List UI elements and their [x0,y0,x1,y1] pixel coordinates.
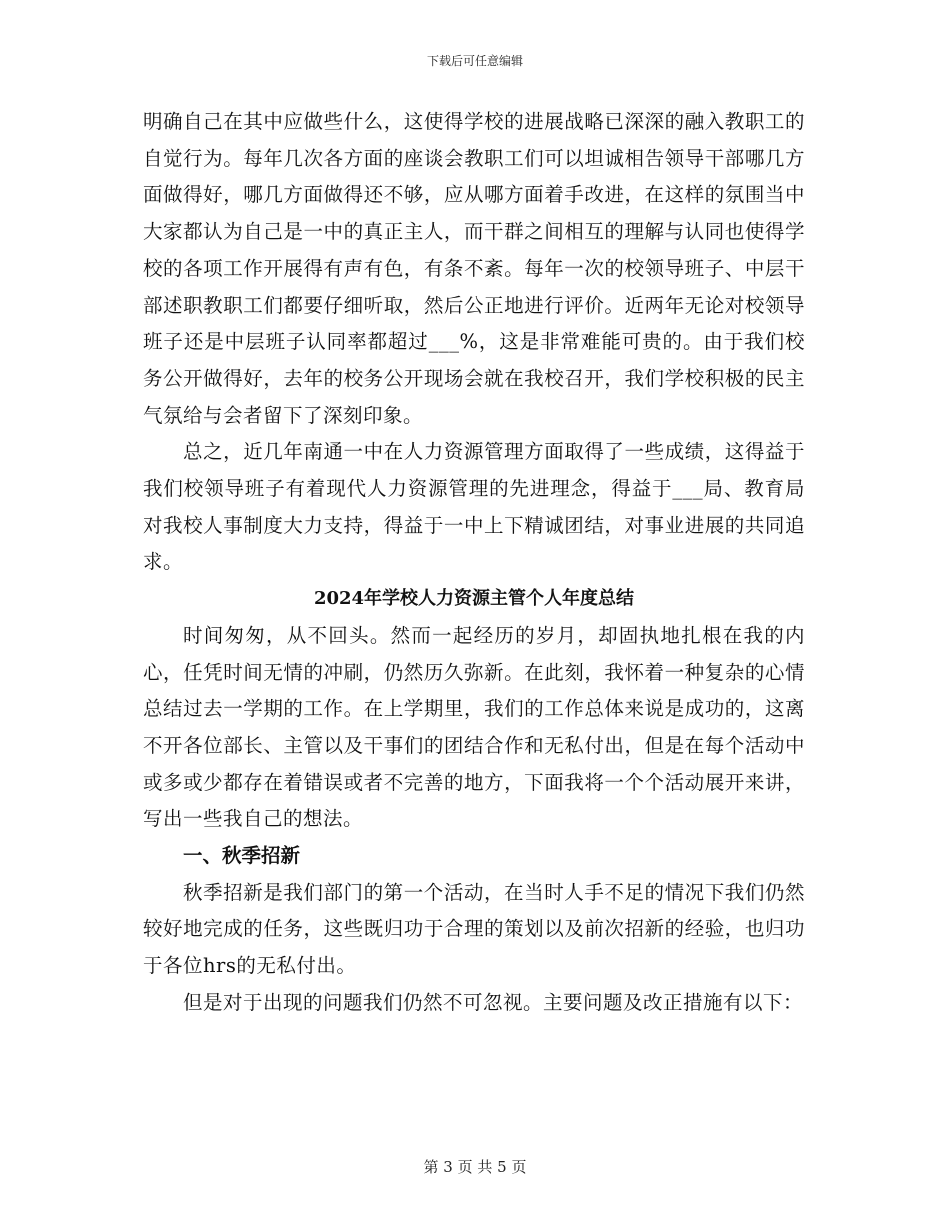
page-header: 下载后可任意编辑 [426,54,523,68]
body-paragraph-2: 总之，近几年南通一中在人力资源管理方面取得了一些成绩，这得益于我们校领导班子有着现代人力资源管理的先进理念，得益于___局、教育局对我校人事制度大力支持，得益于一中上下精诚团结，对事业进展的共同追求。 [143,440,805,574]
body-paragraph-3: 时间匆匆，从不回头。然而一起经历的岁月，却固执地扎根在我的内心，任凭时间无情的冲刷，仍然历久弥新。在此刻，我怀着一种复杂的心情总结过去一学期的工作。在上学期里，我们的工作总体来说是成功的，这离不开各位部长、主管以及干事们的团结合作和无私付出，但是在每个活动中或多或少都存在着错误或者不完善的地方，下面我将一个个活动展开来讲，写出一些我自己的想法。 [143,623,805,831]
section-title: 2024年学校人力资源主管个人年度总结 [313,588,635,610]
body-paragraph-5: 但是对于出现的问题我们仍然不可忽视。主要问题及改正措施有以下： [183,990,804,1014]
body-paragraph-4: 秋季招新是我们部门的第一个活动，在当时人手不足的情况下我们仍然较好地完成的任务，这些既归功于合理的策划以及前次招新的经验，也归功于各位hrs的无私付出。 [143,880,805,978]
document-body [143,104,805,1022]
page-footer: 第 3 页 共 5 页 [423,1158,527,1176]
subheading-autumn-recruitment: 一、秋季招新 [183,844,301,868]
body-paragraph-1: 明确自己在其中应做些什么，这使得学校的进展战略已深深的融入教职工的自觉行为。每年几次各方面的座谈会教职工们可以坦诚相告领导干部哪几方面做得好，哪几方面做得还不够，应从哪方面着手改进，在这样的氛围当中大家都认为自己是一中的真正主人，而干群之间相互的理解与认同也使得学校的各项工作开展得有声有色，有条不紊。每年一次的校领导班子、中层干部述职教职工们都要仔细听取，然后公正地进行评价。近两年无论对校领导班子还是中层班子认同率都超过___%，这是非常难能可贵的。由于我们校务公开做得好，去年的校务公开现场会就在我校召开，我们学校积极的民主气氛给与会者留下了深刻印象。 [143,110,805,427]
